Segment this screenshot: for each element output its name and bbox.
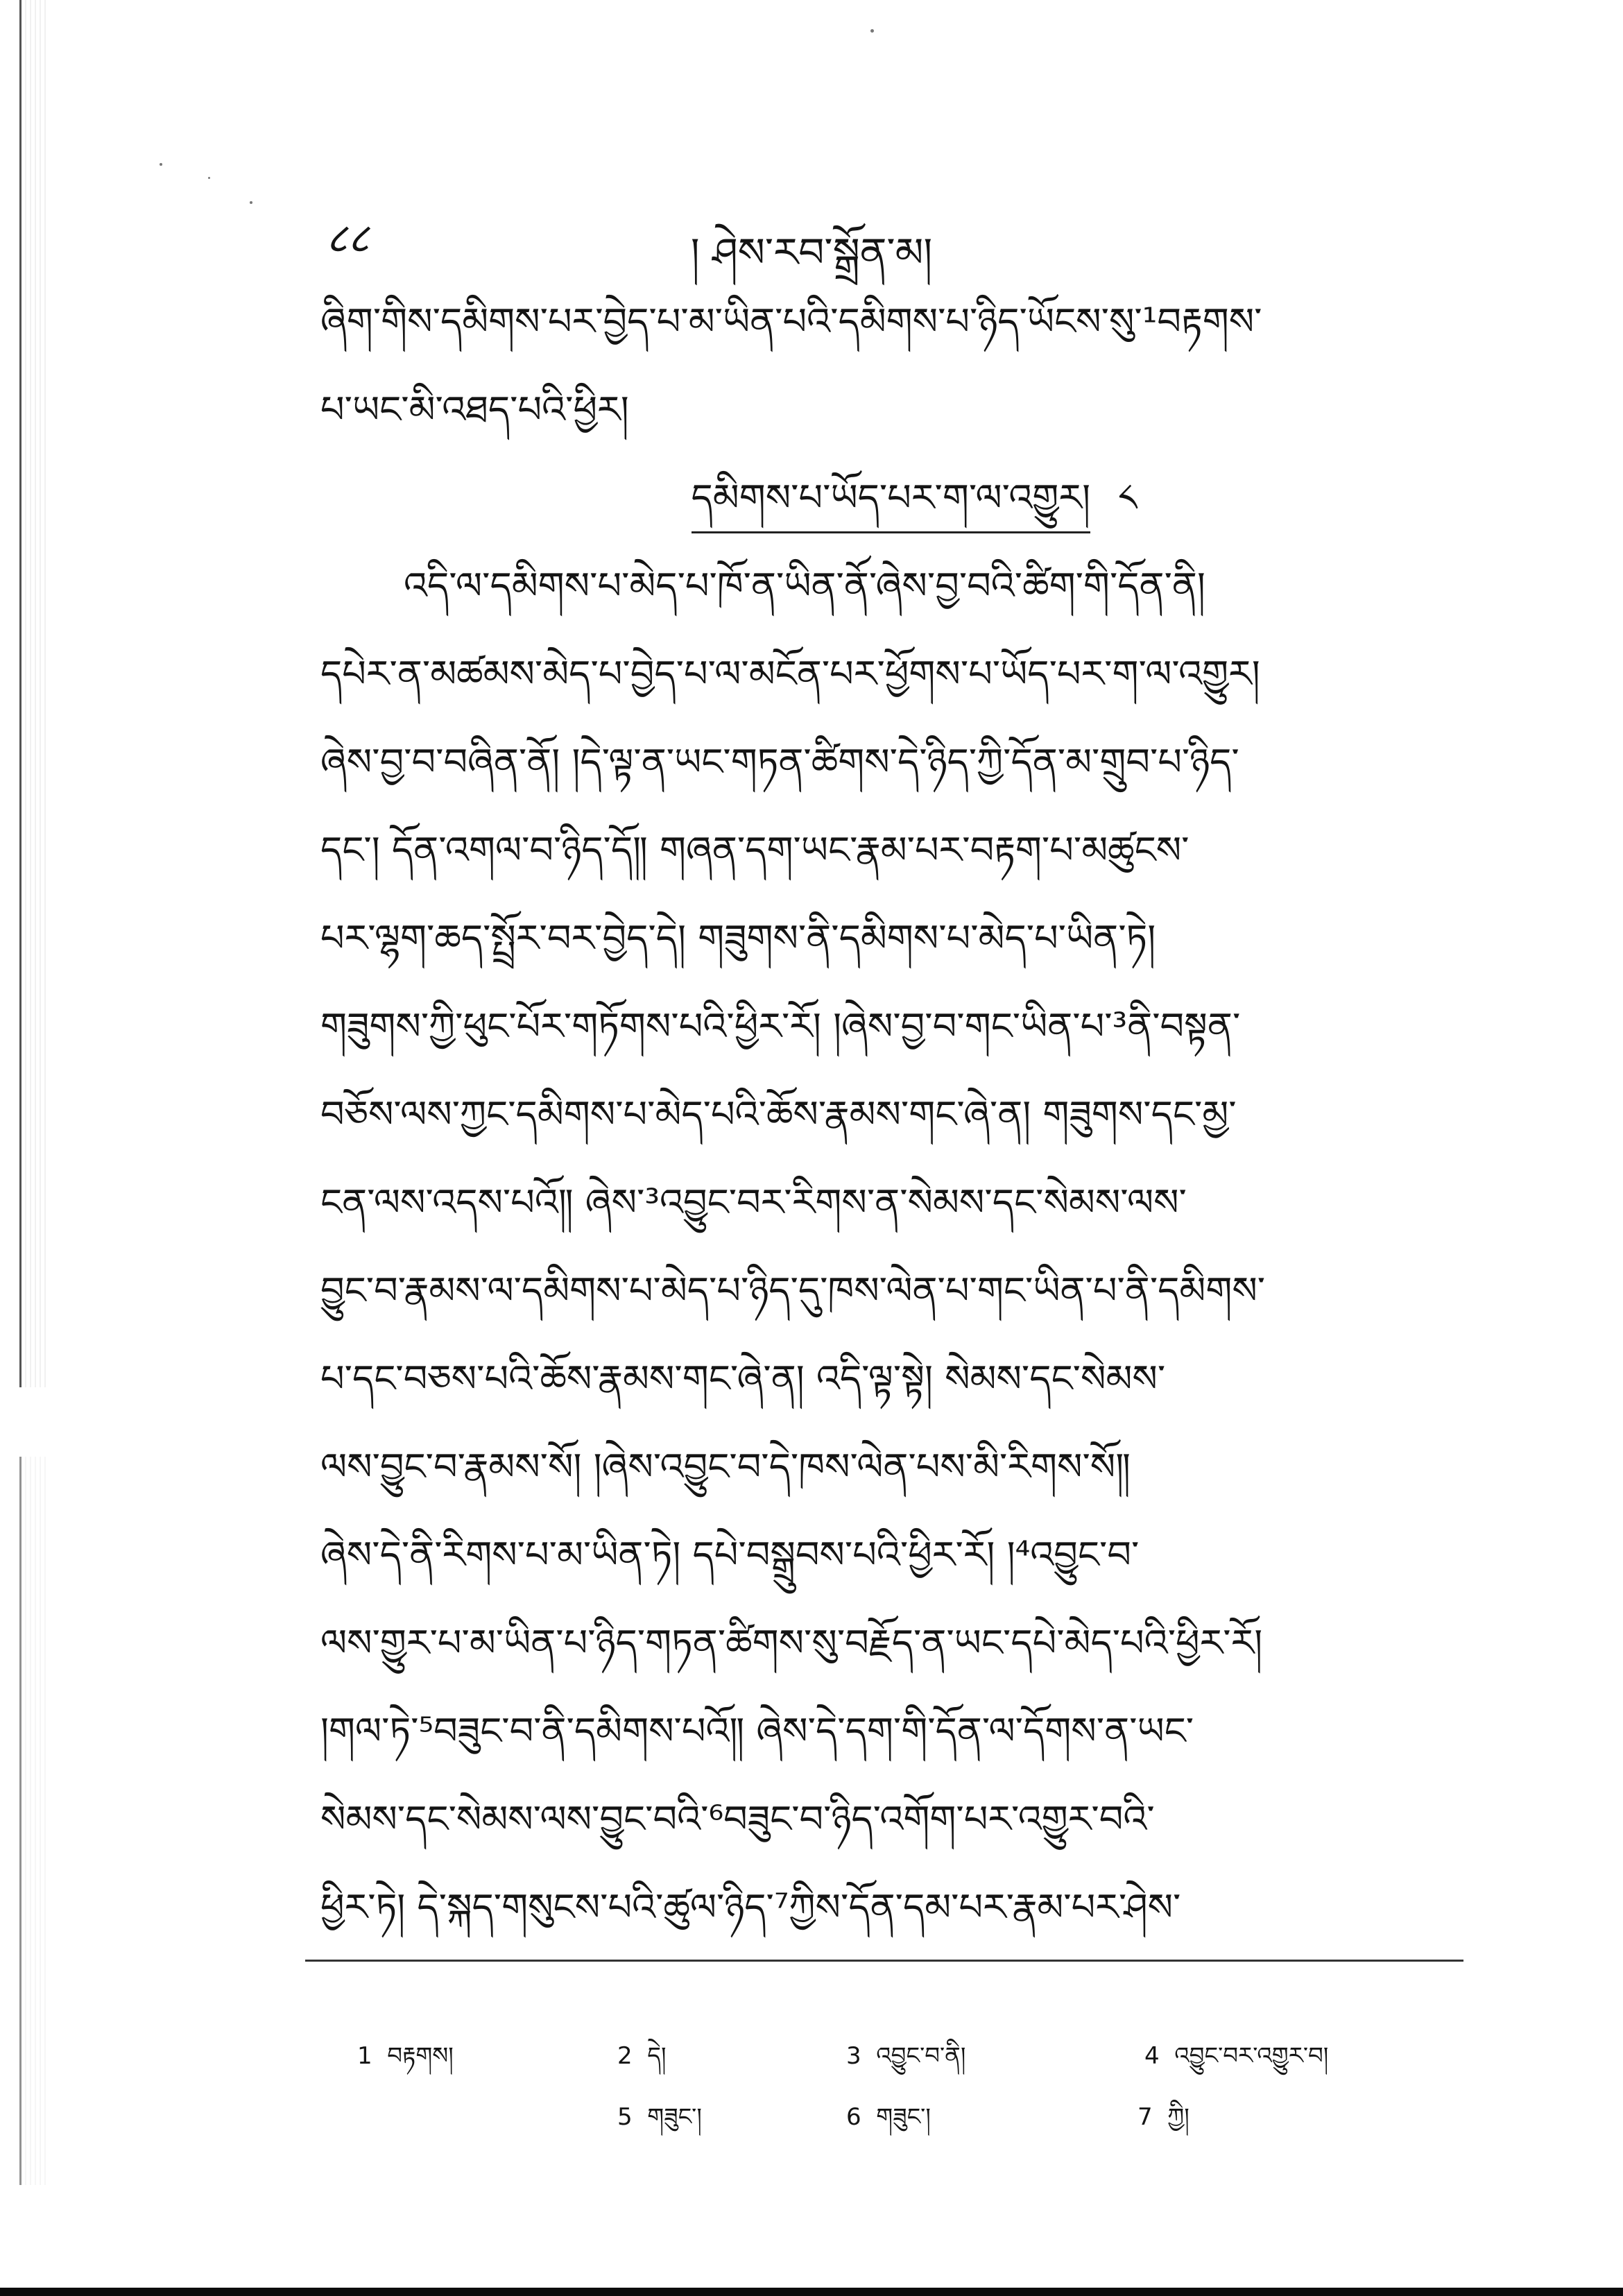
footnote-5 (617, 2090, 702, 2157)
footnote-2 (617, 2029, 667, 2096)
footnote-4 (1144, 2029, 1328, 2096)
footnote-text: ཀྱི། (1167, 2103, 1190, 2131)
footnote-number: 3 (846, 2042, 861, 2070)
scan-speck (250, 201, 252, 204)
scan-speck (208, 177, 210, 179)
heading-marker: ༨ (1118, 476, 1137, 520)
text-line-14: ཞེས་དེ་ནི་རིགས་པ་མ་ཡིན་ཏེ། དཔེ་བསྒྲུབས་པའི་ཕྱིར་རོ། །⁴འབྱུང་བ་ (320, 1533, 1140, 1577)
page-number: ८८ (326, 214, 370, 263)
footnote-number: 1 (357, 2042, 372, 2070)
footnotes (347, 2029, 1484, 2151)
footnote-3 (846, 2029, 965, 2096)
footnote-number: 4 (1144, 2042, 1160, 2070)
text-line-3: འདི་ལ་དམིགས་པ་མེད་པ་ཁོ་ན་ཡིན་ནོ་ཞེས་བྱ་བའི་ཚིག་གི་དོན་ནི། (404, 564, 1205, 608)
footnote-6 (846, 2090, 931, 2157)
scan-margin-artifact-lower (19, 1457, 48, 2185)
text-line-11: བྱུང་བ་རྣམས་ལ་དམིགས་པ་མེད་པ་ཉིད་དུ་ཁས་ལེན་པ་གང་ཡིན་པ་ནི་དམིགས་ (320, 1269, 1266, 1312)
scan-speck (870, 29, 874, 33)
footnote-text: དེ། (647, 2042, 667, 2070)
footnote-row (347, 2029, 1484, 2090)
text-line-2: པ་ཡང་མི་འཐད་པའི་ཕྱིར། (320, 388, 629, 431)
text-line-4: དཔེར་ན་མཚམས་མེད་པ་བྱེད་པ་ལ་མངོན་པར་ཕྱོགས་པ་ཡོད་པར་ག་ལ་འགྱུར། (320, 652, 1260, 696)
footnote-row (347, 2090, 1484, 2151)
footnote-text: གཟུང་། (876, 2103, 931, 2131)
footnote-1 (357, 2029, 454, 2096)
text-line-7: པར་ལྷག་ཆད་སྤྲོར་བར་བྱེད་དེ། གཟུགས་ནི་དམིགས་པ་མེད་པ་ཡིན་ཏེ། (320, 916, 1156, 960)
text-line-13: ལས་བྱུང་བ་རྣམས་སོ། །ཞེས་འབྱུང་བ་དེ་ཁས་ལེན་པས་མི་རིགས་སོ༎ (320, 1445, 1131, 1489)
body-text (320, 277, 1508, 1951)
text-line-8: གཟུགས་ཀྱི་ཕུང་པོར་གཏོགས་པའི་ཕྱིར་རོ། །ཞེས་བྱ་བ་གང་ཡིན་པ་³ནི་བསྟན་ (320, 1004, 1241, 1048)
text-line-12: པ་དང་བཅས་པའི་ཆོས་རྣམས་གང་ཞེ་ན། འདི་ལྟ་སྟེ། སེམས་དང་སེམས་ (320, 1357, 1166, 1400)
scan-bottom-border (0, 2288, 1623, 2296)
text-line-16: །གལ་ཏེ་⁵བཟུང་བ་ནི་དམིགས་པའོ༎ ཞེས་དེ་དག་གི་དོན་ལ་དོགས་ན་ཡང་ (320, 1709, 1194, 1753)
section-heading: དམིགས་པ་ཡོད་པར་ག་ལ་འགྱུར། (692, 465, 1091, 533)
footnote-7 (1137, 2090, 1190, 2157)
footnote-number: 6 (846, 2103, 861, 2131)
text-line-1: ཞིག་གིས་དམིགས་པར་བྱེད་པ་མ་ཡིན་པའི་དམིགས་པ་ཉིད་ཡོངས་སུ་¹བརྟགས་ (320, 300, 1262, 343)
footnote-text: འབྱུང་བ་ནི། (876, 2042, 966, 2070)
footnote-number: 7 (1137, 2103, 1153, 2131)
text-line-18: ཕྱིར་ཏེ། དེ་སྐད་གསུངས་པའི་ཚུལ་ཉིད་⁷ཀྱིས་དོན་དམ་པར་རྣམ་པར་ཤེས་ (320, 1885, 1181, 1929)
text-line-9: བཅོས་ལས་ཀྱང་དམིགས་པ་མེད་པའི་ཆོས་རྣམས་གང་ཞེ་ན། གཟུགས་དང་མྱ་ (320, 1093, 1237, 1136)
footnote-text: འབྱུང་བར་འགྱུར་བ། (1174, 2042, 1329, 2070)
running-title: ། ཤེས་རབ་སྒྲོན་མ། (690, 229, 933, 276)
footnote-number: 2 (617, 2042, 633, 2070)
text-line-10: ངན་ལས་འདས་པའོ༎ ཞེས་³འབྱུང་བར་རིགས་ན་སེམས་དང་སེམས་ལས་ (320, 1181, 1187, 1224)
footnote-text: བརྟགས། (387, 2042, 454, 2070)
text-line-5: ཞེས་བྱ་བ་བཞིན་ནོ། །དེ་ལྟ་ན་ཡང་གཏན་ཚིགས་དེ་ཉིད་ཀྱི་དོན་མ་གྲུབ་པ་ཉིད་ (320, 740, 1239, 784)
section-heading-line (320, 454, 1508, 542)
scan-speck (160, 163, 162, 166)
footnote-number: 5 (617, 2103, 633, 2131)
text-line-6: དང་། དོན་འགལ་བ་ཉིད་དོ༎ གཞན་དག་ཡང་རྣམ་པར་བརྟག་པ་མཚུངས་ (320, 828, 1190, 872)
footnote-text: གཟུང་། (647, 2103, 702, 2131)
text-line-17: སེམས་དང་སེམས་ལས་བྱུང་བའི་⁶བཟུང་བ་ཉིད་འགོག་པར་འགྱུར་བའི་ (320, 1797, 1155, 1841)
footnote-separator (305, 1960, 1463, 1962)
text-line-15: ལས་གྱུར་པ་མ་ཡིན་པ་ཉིད་གཏན་ཚིགས་སུ་བརྗོད་ན་ཡང་དཔེ་མེད་པའི་ཕྱིར་རོ། (320, 1621, 1263, 1665)
